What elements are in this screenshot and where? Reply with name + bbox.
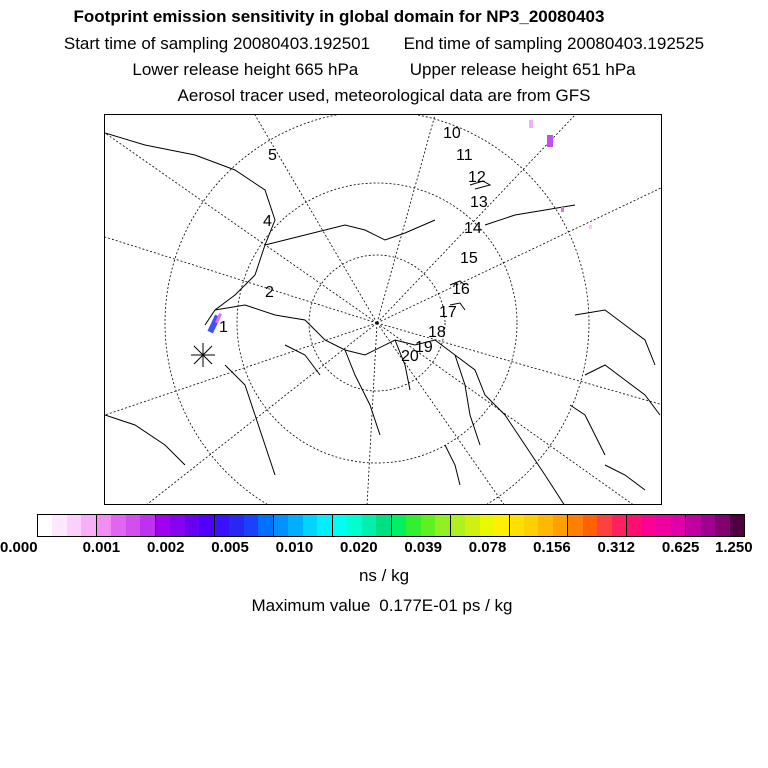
plot-title: Footprint emission sensitivity in global domain for NP3_20080403 [73, 7, 605, 26]
traj-label-10: 10 [443, 125, 461, 142]
traj-label-5: 5 [268, 147, 277, 164]
color-scale-cell [612, 515, 627, 536]
traj-label-12: 12 [468, 169, 486, 186]
patch-ne [547, 135, 553, 147]
traj-label-15: 15 [460, 250, 478, 267]
color-scale-cell [568, 515, 582, 536]
color-scale-cell [81, 515, 96, 536]
color-scale-cell [406, 515, 420, 536]
color-scale-tick-label: 0.001 [82, 539, 121, 556]
color-scale-cell [111, 515, 125, 536]
color-scale-tick-label: 0.156 [533, 539, 571, 556]
color-scale-cell [333, 515, 347, 536]
traj-label-18: 18 [428, 324, 446, 341]
color-scale-tick-label: 0.010 [275, 539, 314, 556]
color-scale-cell [288, 515, 302, 536]
color-scale-cell [67, 515, 81, 536]
color-scale-cell [642, 515, 656, 536]
color-scale-cell [274, 515, 288, 536]
traj-label-16: 16 [452, 281, 470, 298]
color-scale-bar [37, 514, 745, 537]
color-scale-tick-label: 0.020 [340, 539, 378, 556]
release-heights [0, 60, 768, 80]
color-scale-cell [583, 515, 597, 536]
upper-height-value: 651 hPa [572, 60, 636, 79]
traj-label-13: 13 [470, 194, 488, 211]
color-scale-cell [156, 515, 170, 536]
tracer-note: Aerosol tracer used, meteorological data are from GFS [177, 86, 591, 105]
patch-ne-top [529, 120, 533, 128]
color-scale-cell [244, 515, 258, 536]
color-scale-cell [52, 515, 66, 536]
sampling-times [0, 34, 768, 54]
color-scale-cell [597, 515, 611, 536]
color-scale-cell [199, 515, 214, 536]
color-scale-cell [392, 515, 406, 536]
color-scale-cell [730, 515, 744, 536]
color-scale-cell [170, 515, 184, 536]
color-scale-tick-label: 0.000 [0, 539, 38, 556]
traj-label-17: 17 [439, 304, 457, 321]
release-location-asterisk [191, 343, 215, 367]
color-scale-cell [465, 515, 479, 536]
color-scale-cell [715, 515, 729, 536]
traj-label-19: 19 [415, 339, 433, 356]
color-scale-cell [185, 515, 199, 536]
trajectory-labels [219, 125, 488, 365]
color-scale-cell [671, 515, 686, 536]
meridians [105, 115, 662, 505]
color-scale-cell [494, 515, 509, 536]
maximum-value [0, 596, 768, 616]
color-scale-cell [126, 515, 140, 536]
color-scale-cell [376, 515, 391, 536]
color-scale-cell [480, 515, 494, 536]
color-scale-cell [524, 515, 538, 536]
color-scale-cell [362, 515, 376, 536]
color-scale-cell [510, 515, 524, 536]
color-scale-cell [347, 515, 361, 536]
color-scale-tick-label: 0.312 [597, 539, 636, 556]
color-scale-cell [421, 515, 435, 536]
color-scale-cell [701, 515, 715, 536]
traj-label-2: 2 [265, 284, 274, 301]
color-scale-cell [451, 515, 465, 536]
traj-label-11: 11 [456, 147, 473, 164]
lower-height-value: 665 hPa [294, 60, 359, 79]
color-scale-cell [303, 515, 317, 536]
lower-height-label: Lower release height [132, 60, 291, 79]
color-scale-cell [627, 515, 641, 536]
color-scale-tick-label: 0.039 [404, 539, 442, 556]
color-scale-tick-label: 0.005 [211, 539, 249, 556]
color-scale-cell [258, 515, 273, 536]
color-scale-cell [553, 515, 568, 536]
upper-height-label: Upper release height [409, 60, 568, 79]
color-scale-tick-label: 1.250 [715, 539, 753, 556]
maximum-number: 0.177E-01 ps / kg [379, 596, 513, 615]
color-scale-cell [686, 515, 700, 536]
color-scale-cell [435, 515, 450, 536]
color-scale-cell [140, 515, 155, 536]
maximum-label: Maximum value [251, 596, 371, 615]
end-time-label: End time of sampling [403, 34, 563, 53]
color-scale-tick-label: 0.002 [146, 539, 185, 556]
traj-label-1: 1 [219, 319, 228, 336]
color-scale-cell [97, 515, 111, 536]
patch-ne-dot [561, 207, 564, 212]
color-scale-cell [215, 515, 229, 536]
coastlines [105, 133, 660, 505]
traj-label-4: 4 [263, 213, 272, 230]
color-scale-cell [656, 515, 670, 536]
color-scale-cell [229, 515, 243, 536]
end-time-value: 20080403.192525 [567, 34, 705, 53]
start-time-value: 20080403.192501 [233, 34, 371, 53]
units-label: ns / kg [358, 566, 410, 585]
map-panel [104, 114, 662, 505]
color-scale-cell [317, 515, 332, 536]
color-scale-tick-label: 0.078 [468, 539, 507, 556]
start-time-label: Start time of sampling [63, 34, 229, 53]
polar-map [105, 115, 662, 505]
patch-ne-faint [589, 225, 592, 229]
color-scale-cell [38, 515, 52, 536]
traj-label-20: 20 [401, 348, 419, 365]
color-scale-cell [538, 515, 552, 536]
color-scale-tick-label: 0.625 [661, 539, 700, 556]
traj-label-14: 14 [464, 220, 482, 237]
